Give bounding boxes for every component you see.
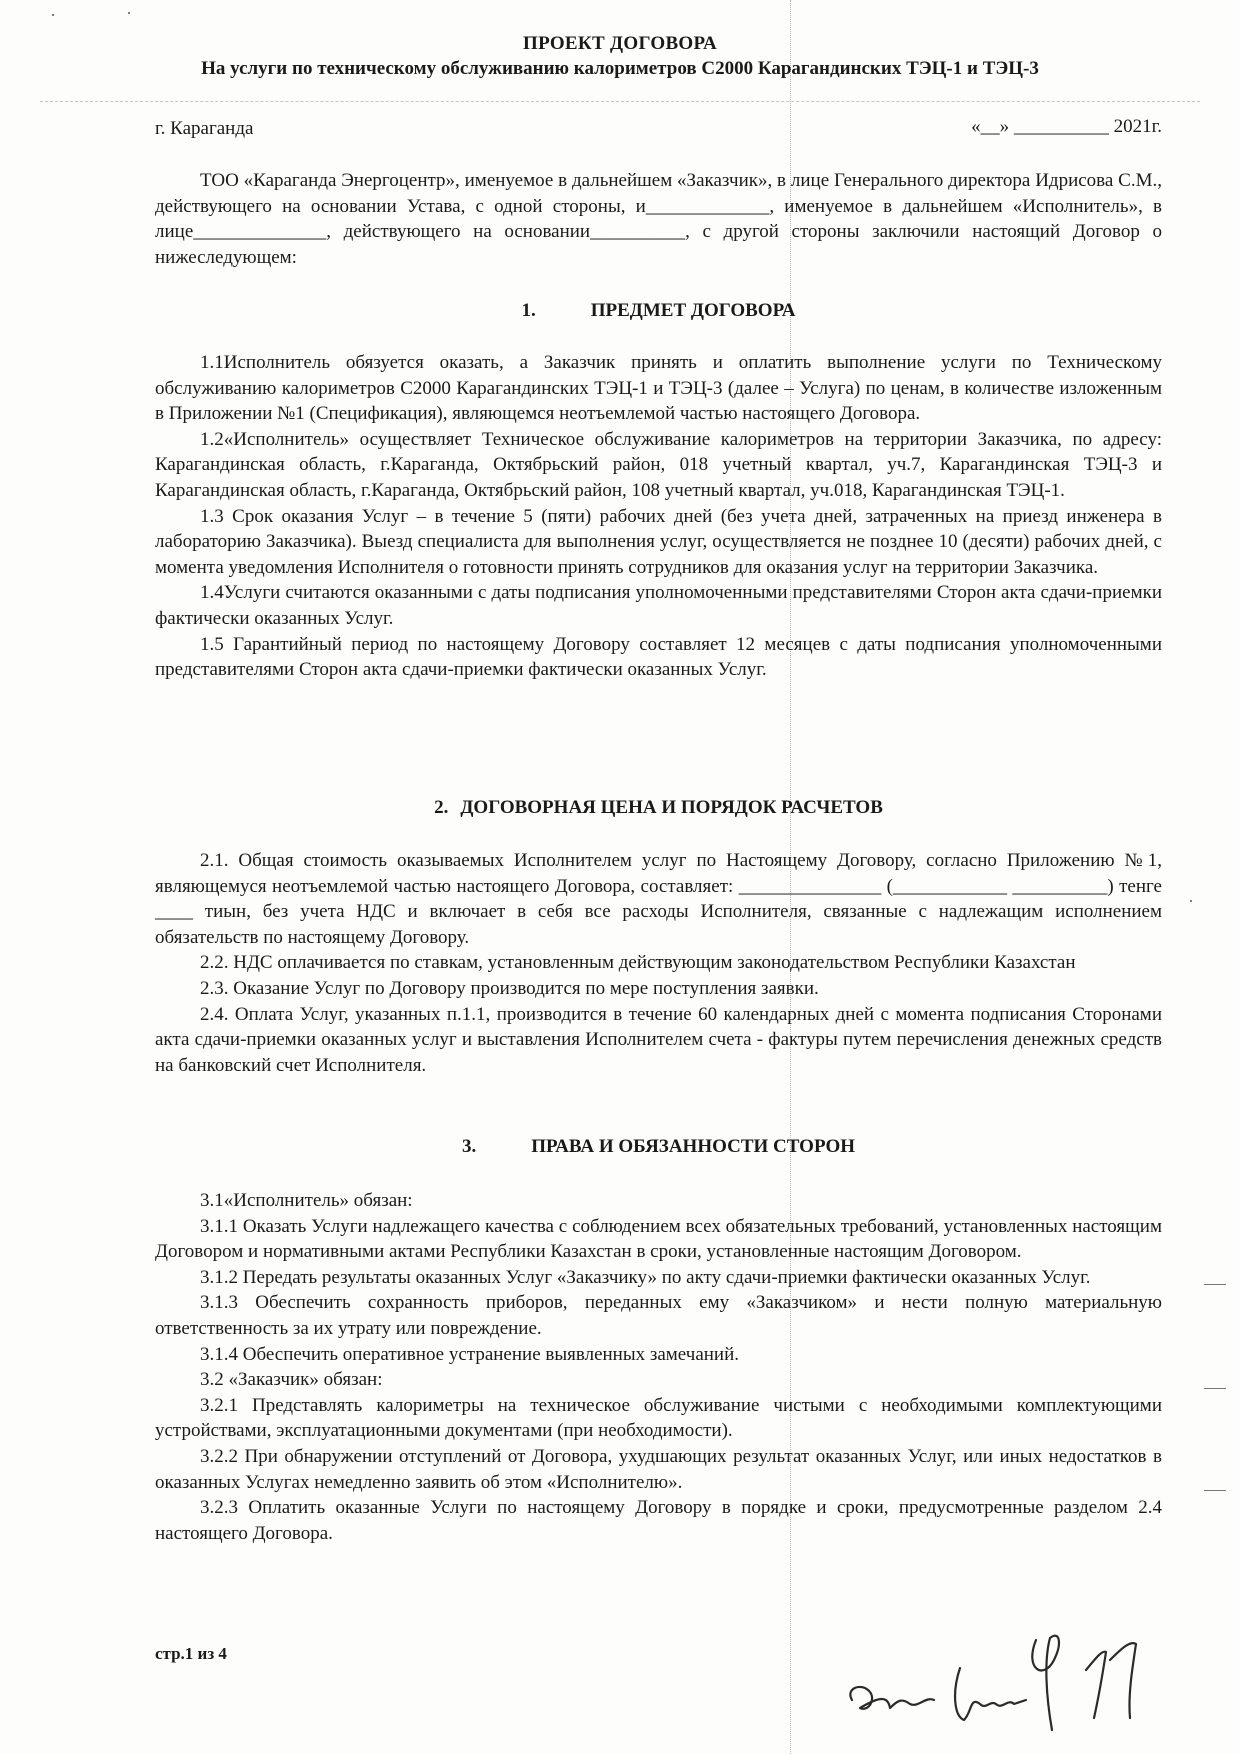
margin-mark bbox=[1204, 1490, 1226, 1491]
section-number: 2. bbox=[434, 797, 449, 818]
handwritten-signature bbox=[840, 1600, 1200, 1740]
scan-speck bbox=[52, 14, 54, 16]
clause: 2.2. НДС оплачивается по ставкам, установленным действующим законодательством Республики Казахстан bbox=[200, 952, 1076, 974]
scan-speck bbox=[128, 12, 130, 14]
contract-city: г. Караганда bbox=[155, 118, 254, 139]
section-2-heading bbox=[155, 797, 1162, 819]
section-3-heading bbox=[155, 1136, 1162, 1158]
document-subtitle: На услуги по техническому обслуживанию калориметров С2000 Карагандинских ТЭЦ-1 и ТЭЦ-3 bbox=[201, 58, 1039, 79]
clause: 3.1«Исполнитель» обязан: bbox=[200, 1190, 413, 1211]
margin-mark bbox=[1204, 1284, 1226, 1285]
section-title: ДОГОВОРНАЯ ЦЕНА И ПОРЯДОК РАСЧЕТОВ bbox=[460, 797, 883, 818]
clause: 3.1.2 Передать результаты оказанных Услуг «Заказчику» по акту сдачи-приемки фактически оказанных Услуг. bbox=[200, 1266, 1091, 1288]
section-number: 3. bbox=[461, 1136, 477, 1157]
clause: 3.1.4 Обеспечить оперативное устранение выявленных замечаний. bbox=[200, 1343, 740, 1365]
clause: 1.3 Срок оказания Услуг – в течение 5 (пяти) рабочих дней (без учета дней, затраченных на приезд инженера в лабораторию Заказчика). Выезд специалиста для выполнения услуг, осуществляется не позднее 10 (десяти) рабочих дней, с момента уведомления Исполнителя о готовности принять сотрудников для оказания услуг на территории Заказчика. bbox=[155, 505, 1162, 578]
clause: 1.4Услуги считаются оказанными с даты подписания уполномоченными представителями Сторон акта сдачи-приемки фактически оказанных Услуг. bbox=[155, 582, 1162, 629]
clause: 3.2.1 Представлять калориметры на техническое обслуживание чистыми с необходимыми комплектующими устройствами, эксплуатационными документами (при необходимости). bbox=[155, 1394, 1162, 1442]
margin-mark bbox=[1204, 1388, 1226, 1389]
clause: 1.2«Исполнитель» осуществляет Техническое обслуживание калориметров на территории Заказчика, по адресу: Карагандинская область, г.Караганда, Октябрьский район, 018 учетный квартал, уч.7, Карагандинская ТЭЦ-3 и Карагандинская область, г.Караганда, Октябрьский район, 108 учетный квартал, уч.018, Карагандинская ТЭЦ-1. bbox=[155, 428, 1162, 501]
contract-date: «__» __________ 2021г. bbox=[971, 116, 1162, 137]
document-title: ПРОЕКТ ДОГОВОРА bbox=[522, 33, 718, 54]
section-title: ПРАВА И ОБЯЗАННОСТИ СТОРОН bbox=[531, 1136, 856, 1157]
clause: 2.4. Оплата Услуг, указанных п.1.1, производится в течение 60 календарных дней с момента подписания Сторонами акта сдачи-приемки оказанных услуг и выставления Исполнителем счета - фактуры путем перечисления денежных средств на банковский счет Исполнителя. bbox=[155, 1003, 1162, 1076]
clause: 2.1. Общая стоимость оказываемых Исполнителем услуг по Настоящему Договору, согласно Приложению №1, являющемуся неотъемлемой частью настоящего Договора, составляет: _______________ (____________ __________) тенге ____ тиын, без учета НДС и включает в себя все расходы Исполнителя, связанные с надлежащим исполнением обязательств по настоящему Договору. bbox=[155, 850, 1162, 948]
scan-speck bbox=[1190, 900, 1192, 902]
section-3-body bbox=[155, 1188, 1162, 1546]
clause: 1.5 Гарантийный период по настоящему Договору составляет 12 месяцев с даты подписания уполномоченными представителями Сторон акта сдачи-приемки фактически оказанных Услуг. bbox=[155, 633, 1162, 681]
clause: 3.1.3 Обеспечить сохранность приборов, переданных ему «Заказчиком» и нести полную материальную ответственность за их утрату или повреждение. bbox=[155, 1292, 1162, 1339]
clause: 3.1.1 Оказать Услуги надлежащего качества с соблюдением всех обязательных требований, установленных настоящим Договором и нормативными актами Республики Казахстан в сроки, установленные настоящим Договором. bbox=[155, 1215, 1162, 1263]
section-1-body bbox=[155, 350, 1162, 683]
scan-separator-line bbox=[40, 101, 1200, 102]
clause: 3.2 «Заказчик» обязан: bbox=[200, 1369, 383, 1391]
section-1-heading bbox=[155, 300, 1162, 322]
clause: 3.2.2 При обнаружении отступлений от Договора, ухудшающих результат оказанных Услуг, или иных недостатков в оказанных Услугах немедленно заявить об этом «Исполнителю». bbox=[155, 1445, 1162, 1493]
section-2-body bbox=[155, 848, 1162, 1078]
preamble bbox=[155, 168, 1162, 270]
section-number: 1. bbox=[521, 300, 536, 321]
clause: 2.3. Оказание Услуг по Договору производится по мере поступления заявки. bbox=[200, 977, 819, 999]
page-number: стр.1 из 4 bbox=[155, 1644, 227, 1663]
clause: 3.2.3 Оплатить оказанные Услуги по настоящему Договору в порядке и сроки, предусмотренные разделом 2.4 настоящего Договора. bbox=[155, 1497, 1162, 1544]
section-title: ПРЕДМЕТ ДОГОВОРА bbox=[590, 300, 796, 321]
clause: 1.1Исполнитель обязуется оказать, а Заказчик принять и оплатить выполнение услуги по Техническому обслуживанию калориметров С2000 Карагандинских ТЭЦ-1 и ТЭЦ-3 (далее – Услуга) по ценам, в количестве изложенным в Приложении №1 (Спецификация), являющемся неотъемлемой частью настоящего Договора. bbox=[155, 352, 1162, 425]
preamble-text: ТОО «Караганда Энергоцентр», именуемое в дальнейшем «Заказчик», в лице Генерального директора Идрисова С.М., действующего на основании Устава, с одной стороны, и_____________, именуемое в дальнейшем «Исполнитель», в лице______________, действующего на основании__________, с другой стороны заключили настоящий Договор о нижеследующем: bbox=[155, 170, 1162, 268]
